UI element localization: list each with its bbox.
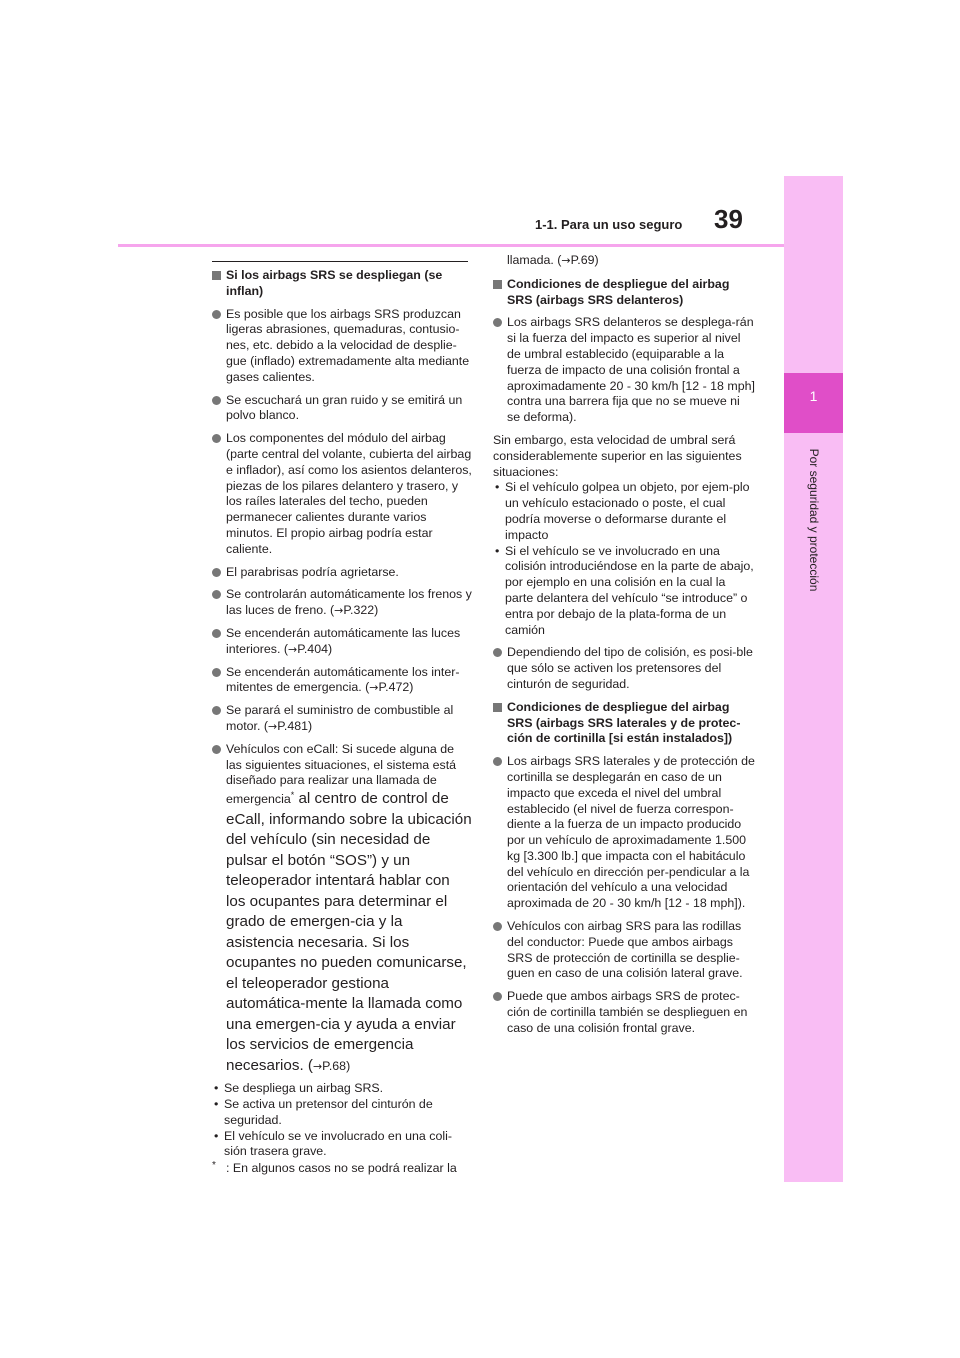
bullet-item: Se encenderán automáticamente las luces interiores. (→P.404)	[212, 626, 472, 658]
arrow-icon: →	[312, 1059, 323, 1073]
bullet-dot-icon	[493, 757, 502, 766]
heading-side-curtain-airbags: Condiciones de despliegue del airbag SRS (airbags SRS laterales y de protec-ción de cortinilla [si están instalados])	[493, 700, 755, 747]
chapter-number: 1	[809, 388, 818, 404]
footnote-marker: *	[290, 789, 295, 800]
bullet-item: Se controlarán automáticamente los frenos y las luces de freno. (→P.322)	[212, 587, 472, 619]
left-column	[212, 268, 472, 1177]
section-title: 1-1. Para un uso seguro	[535, 217, 683, 232]
chapter-sidebar	[784, 176, 843, 1182]
bullet-item: Se escuchará un gran ruido y se emitirá un polvo blanco.	[212, 393, 472, 425]
bullet-dot-icon	[212, 706, 221, 715]
bullet-item: Se parará el suministro de combustible al motor. (→P.481)	[212, 703, 472, 735]
sub-list-item: • El vehículo se ve involucrado en una coli-sión trasera grave.	[212, 1129, 472, 1161]
bullet-item: Los componentes del módulo del airbag (parte central del volante, cubierta del airbag e inflador), así como los asientos delanteros, piezas de los pilares delantero y trasero, y los raíles laterales del techo, pueden permanecer calientes durante varios minutos. El propio airbag podría estar caliente.	[212, 431, 472, 557]
bullet-dot-icon	[493, 992, 502, 1001]
arrow-icon: →	[369, 681, 379, 695]
sub-list-item: • Se despliega un airbag SRS.	[212, 1081, 472, 1097]
sub-list-item: • Se activa un pretensor del cinturón de seguridad.	[212, 1097, 472, 1129]
bullet-dot-icon	[493, 648, 502, 657]
footnote-mark: *	[212, 1160, 216, 1172]
page-reference-link[interactable]: P.481)	[277, 718, 313, 733]
bullet-item: Los airbags SRS laterales y de protección de cortinilla se desplegarán en caso de un impacto que exceda el nivel del umbral establecido (el nivel de fuerza correspon-diente a la fuerza de un impacto producido por un vehículo de aproximadamente 1.500 kg [3.300 lb.] que impacta con el habitáculo del vehículo en dirección per-pendicular a la orientación del vehículo a una velocidad aproximada de 20 - 30 km/h [12 - 18 mph]).	[493, 754, 755, 912]
bullet-item: Puede que ambos airbags SRS de protec-ción de cortinilla también se desplieguen en caso de una colisión frontal grave.	[493, 989, 755, 1036]
bullet-dot-icon	[212, 310, 221, 319]
arrow-icon: →	[334, 604, 344, 618]
bullet-dot-icon	[493, 922, 502, 931]
footnote: * : En algunos casos no se podrá realizar la	[212, 1160, 457, 1176]
arrow-icon: →	[268, 719, 278, 733]
right-column	[493, 253, 755, 1044]
bullet-item: El parabrisas podría agrietarse.	[212, 565, 472, 581]
sub-list-item: • Si el vehículo golpea un objeto, por ejem-plo un vehículo estacionado o poste, el cual podría moverse o deformarse durante el impacto	[493, 480, 755, 543]
paragraph: Sin embargo, esta velocidad de umbral será considerablemente superior en las siguientes situaciones:	[493, 432, 742, 479]
bullet-dot-icon	[212, 396, 221, 405]
arrow-icon: →	[287, 642, 298, 656]
heading-front-airbags: Condiciones de despliegue del airbag SRS (airbags SRS delanteros)	[493, 277, 755, 309]
heading-airbags-deploy: Si los airbags SRS se despliegan (se inflan)	[212, 268, 472, 300]
bullet-item: Se encenderán automáticamente los inter-mitentes de emergencia. (→P.472)	[212, 665, 472, 697]
bullet-dot-icon	[212, 590, 221, 599]
page-reference-link[interactable]: P.404)	[297, 641, 333, 656]
header-rule	[118, 244, 784, 247]
footnote-continuation: llamada. (→P.69)	[507, 253, 599, 267]
page-number: 39	[714, 204, 743, 234]
bullet-item: Los airbags SRS delanteros se desplega-rán si la fuerza del impacto es superior al nivel de umbral establecido (equiparable a la fuerza de impacto de una colisión frontal a aproximadamente 20 - 30 km/h [12 - 18 mph] contra una barrera fija que no se mueve ni se deforma).	[493, 315, 755, 426]
page-reference-link[interactable]: P.68)	[322, 1058, 351, 1073]
column-top-rule	[212, 261, 468, 262]
page-reference-link[interactable]: P.69)	[570, 253, 599, 267]
sub-list-item: • Si el vehículo se ve involucrado en una colisión introduciéndose en la parte de abajo, por ejemplo en una colisión en la cual la parte delantera del vehículo “se introduce” o entra por debajo de la plata-forma de un camión	[493, 544, 755, 639]
bullet-item-ecall: Vehículos con eCall: Si sucede alguna de las siguientes situaciones, el sistema está diseñado para realizar una llamada de emergencia* al centro de control de eCall, informando sobre la ubicación del vehículo (sin necesidad de pulsar el botón “SOS”) y un teleoperador intentará hablar con los ocupantes para determinar el grado de emergen-cia y la asistencia necesaria. Si los ocupantes no pueden comunicarse, el teleoperador gestiona automática-mente la llamada como una emergen-cia y ayuda a enviar los servicios de emergencia necesarios. (→P.68)	[212, 742, 472, 1077]
bullet-item: Vehículos con airbag SRS para las rodillas del conductor: Puede que ambos airbags SRS de protección de cortinilla se desplie-guen en caso de una colisión lateral grave.	[493, 919, 755, 982]
bullet-dot-icon	[493, 318, 502, 327]
bullet-item: Dependiendo del tipo de colisión, es posi-ble que sólo se activen los pretensores del cinturón de seguridad.	[493, 645, 755, 692]
bullet-dot-icon	[212, 668, 221, 677]
chapter-title: Por seguridad y protección	[807, 448, 821, 592]
bullet-dot-icon	[212, 745, 221, 754]
bullet-item: Es posible que los airbags SRS produzcan ligeras abrasiones, quemaduras, contusio-nes, etc. debido a la velocidad de desplie-gue (inflado) extremadamente alta mediante gases calientes.	[212, 307, 472, 386]
bullet-dot-icon	[212, 629, 221, 638]
bullet-dot-icon	[212, 434, 221, 443]
page-reference-link[interactable]: P.322)	[343, 603, 379, 618]
page-reference-link[interactable]: P.472)	[378, 680, 414, 695]
arrow-icon: →	[561, 254, 571, 267]
bullet-dot-icon	[212, 568, 221, 577]
